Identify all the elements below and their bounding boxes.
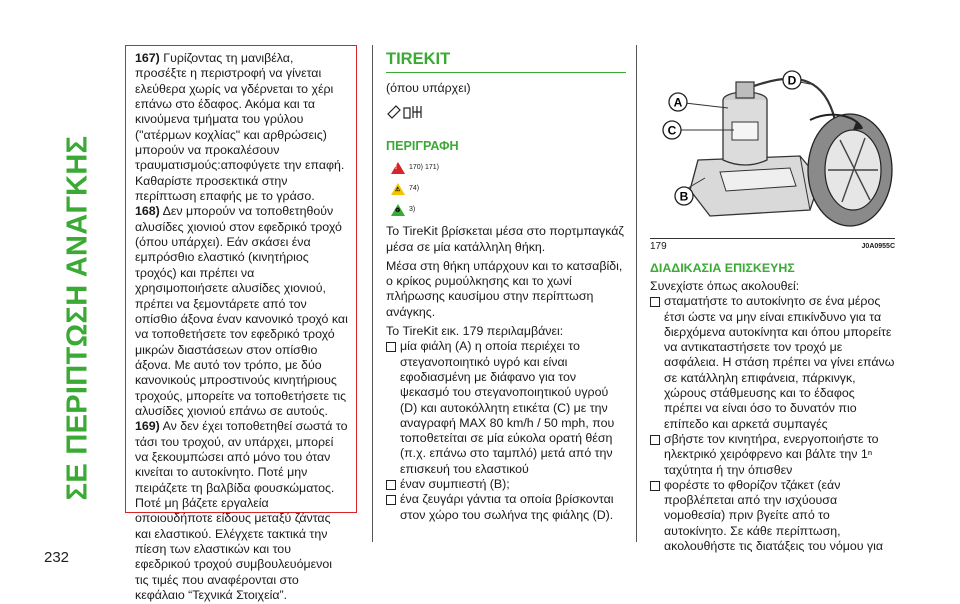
warning-box	[125, 45, 357, 603]
paragraph: Μέσα στη θήκη υπάρχουν και το κατσαβίδι, ο κρίκος ρυμούλκησης και το χωνί πλήρωσης καυσίμου στην περίπτωση ανάγκης.	[386, 258, 623, 319]
warning-number: 167)	[135, 51, 160, 65]
checkbox-bullet-icon	[386, 342, 396, 352]
environment-triangle-icon	[391, 204, 405, 216]
danger-triangle-symbol: !	[395, 164, 397, 171]
caution-triangle-icon	[391, 183, 405, 195]
tirekit-icon	[386, 102, 426, 120]
figure-number: 179	[650, 241, 667, 252]
side-section-title: ΣΕ ΠΕΡΙΠΤΩΣΗ ΑΝΑΓΚΗΣ	[61, 135, 94, 501]
warning-text: Γυρίζοντας τη μανιβέλα, προσέξτε η περιστροφή να γίνεται ελεύθερα χωρίς να γδέρνεται το χέρι επάνω στο έδαφος. Ακόμα και τα κινούμενα τμήματα του γρύλου ("ατέρμων κοχλίας" και αρθρώσεις) μπορούν να προκαλέσουν τραυματισμούς:αποφύγετε την επαφή. Καθαρίστε προσεκτικά στην περίπτωση επαφής με το γράσο.	[135, 51, 345, 204]
warning-169	[135, 419, 348, 603]
section-title: TIREKIT	[386, 50, 626, 73]
ref-numbers: 170) 171)	[409, 164, 439, 172]
tirekit-figure	[650, 60, 895, 236]
procedure-intro: Συνεχίστε όπως ακολουθεί:	[650, 279, 800, 293]
tirekit-column	[386, 50, 626, 523]
ref-numbers: 3)	[409, 206, 416, 214]
list-item	[386, 477, 626, 492]
checkbox-bullet-icon	[386, 480, 396, 490]
caution-triangle-symbol: ⚠	[395, 186, 401, 193]
checkbox-bullet-icon	[650, 481, 660, 491]
procedure-title: ΔΙΑΔΙΚΑΣΙΑ ΕΠΙΣΚΕΥΗΣ	[650, 261, 795, 275]
list-item-text: μία φιάλη (A) η οποία περιέχει το στεγανοποιητικό υγρό και είναι εφοδιασμένη με διάφανο για τον ψεκασμό του στεγανοποιητικού υγρού (D) και αυτοκόλλητη ετικέτα (C) με την αναγραφή MAX 80 km/h / 50 mph, που τοποθετείται σε μία εύκολα ορατή θέση (π.χ. επάνω στο ταμπλό) μετά από την επισκευή του ελαστικού	[400, 339, 615, 476]
figure-code: J0A0955C	[861, 243, 895, 250]
paragraph: Το TireKit βρίσκεται μέσα στο πορτμπαγκάζ μέσα σε μία κατάλληλη θήκη.	[386, 224, 624, 254]
list-item-text: έναν συμπιεστή (B);	[400, 477, 510, 492]
column-divider	[372, 45, 373, 542]
list-item	[650, 432, 895, 478]
list-item	[650, 294, 895, 432]
list-item-text: σβήστε τον κινητήρα, ενεργοποιήστε το ηλεκτρικό χειρόφρενο και βάλτε την 1ⁿ ταχύτητα ή την όπισθεν	[664, 431, 879, 477]
list-item	[386, 492, 626, 523]
checkbox-bullet-icon	[650, 435, 660, 445]
checkbox-bullet-icon	[386, 495, 396, 505]
repair-column	[650, 60, 895, 554]
warning-167	[135, 51, 348, 204]
environment-triangle-symbol: ♻	[395, 207, 401, 214]
figure-label-a-text: A	[673, 95, 683, 110]
ref-row-yellow	[391, 180, 626, 197]
list-item-text: σταματήστε το αυτοκίνητο σε ένα μέρος έτσι ώστε να μην είναι επικίνδυνο για τα διερχόμενα αυτοκίνητα και όπου μπορείτε να αντικαταστήσετε τον τροχό με ασφάλεια. Η στάση πρέπει να γίνει επάνω σε κατάλληλη επιφάνεια, πάρκινγκ, χώρους στάθμευσης και το έδαφος πρέπει να είναι όσο το δυνατόν πιο επίπεδο και αρκετά συμπαγές	[664, 294, 895, 431]
figure-rule	[650, 238, 895, 239]
list-item-text: ένα ζευγάρι γάντια τα οποία βρίσκονται στον χώρο του σωλήνα της φιάλης (D).	[400, 492, 614, 522]
figure-caption	[650, 241, 895, 252]
warning-168	[135, 204, 348, 419]
tirekit-illustration	[650, 60, 895, 236]
ref-row-red	[391, 159, 626, 176]
list-item	[650, 478, 895, 554]
warning-number: 169)	[135, 419, 160, 434]
danger-triangle-icon	[391, 162, 405, 174]
warning-text: Δεν μπορούν να τοποθετηθούν αλυσίδες χιονιού στον εφεδρικό τροχό (όπου υπάρχει). Εάν σκάσει ένα εμπρόσθιο ελαστικό (κινητήριος τροχός) και πρέπει να χρησιμοποιήσετε αλυσίδες χιονιού, πρέπει να ξεμοντάρετε από τον οπίσθιο άξονα έναν κανονικό τροχό και να τοποθετήσετε τον εφεδρικό τροχό μικρών διαστάσεων στον οπίσθιο άξονα. Με αυτό τον τρόπο, με δύο κανονικούς μπροστινούς κινητήριους τροχούς, μπορείτε να τοποθετήσετε τις αλυσίδες χιονιού επάνω σε αυτούς.	[135, 204, 348, 418]
description-title: ΠΕΡΙΓΡΑΦΗ	[386, 139, 459, 154]
figure-label-d-text: D	[787, 73, 797, 88]
list-item	[386, 339, 626, 477]
page-number: 232	[44, 549, 70, 566]
column-divider	[636, 45, 637, 542]
checkbox-bullet-icon	[650, 297, 660, 307]
warning-text: Αν δεν έχει τοποθετηθεί σωστά το τάσι του τροχού, αν υπάρχει, μπορεί να ξεκουμπώσει από μόνο του όταν κινείται το αυτοκίνητο. Ποτέ μην πειράζετε τη βαλβίδα φουσκώματος. Ποτέ μη βάζετε εργαλεία οποιουδήποτε είδους μεταξύ ζάντας και ελαστικού. Ελέγχετε τακτικά την πίεση των ελαστικών και του εφεδρικού τροχού συμβουλευόμενοι τις τιμές που αναφέρονται στο κεφάλαιο “Τεχνικά Στοιχεία”.	[135, 419, 348, 603]
figure-label-c-text: C	[667, 123, 677, 138]
ref-row-green	[391, 201, 626, 218]
paragraph: Το TireKit εικ. 179 περιλαμβάνει:	[386, 324, 564, 339]
list-item-text: φορέστε το φθορίζον τζάκετ (εάν προβλέπεται από την ισχύουσα νομοθεσία) πριν βγείτε από το αυτοκίνητο. Σε κάθε περίπτωση, ακολουθήστε τις διατάξεις του νόμου για	[664, 477, 884, 554]
warning-number: 168)	[135, 204, 160, 219]
availability-note: (όπου υπάρχει)	[386, 81, 471, 95]
figure-label-b-text: B	[679, 189, 689, 204]
ref-numbers: 74)	[409, 185, 420, 193]
